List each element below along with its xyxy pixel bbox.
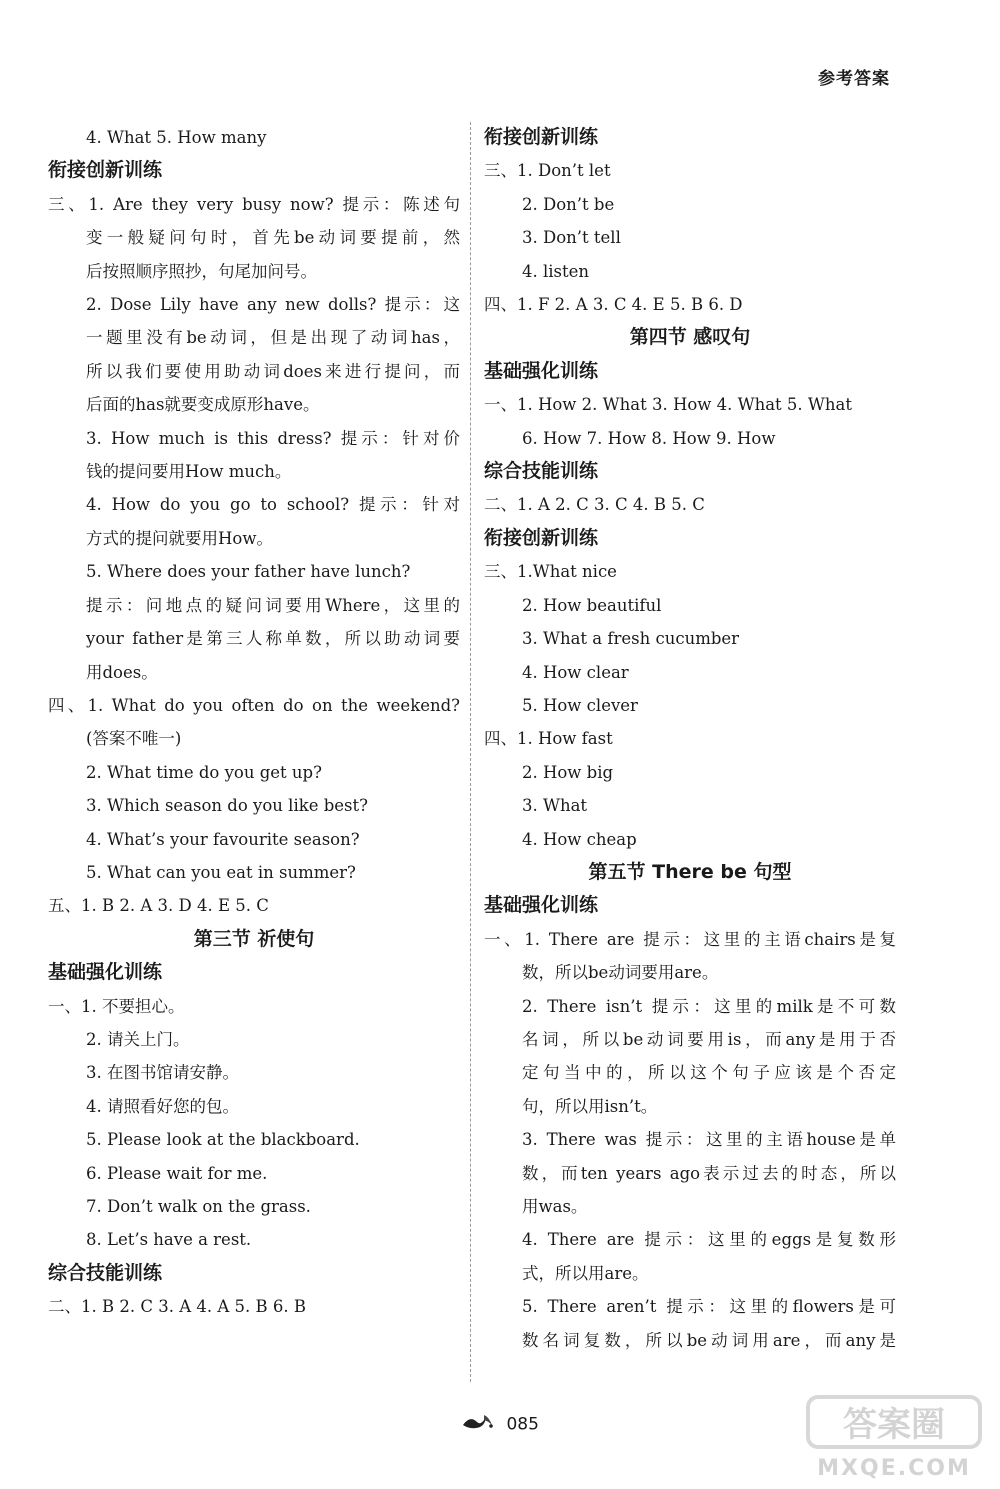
- answer-line: 数，所以be动词要用are。: [522, 963, 719, 983]
- answer-line: 四、1. What do you often do on the weekend?: [48, 695, 460, 715]
- answer-line: 一、1. How 2. What 3. How 4. What 5. What: [484, 395, 852, 415]
- section-title: 第三节 祈使句: [193, 927, 315, 950]
- answer-line: 3. What a fresh cucumber: [522, 629, 740, 649]
- answer-line: 三、1. Are they very busy now? 提示：陈述句: [48, 194, 460, 214]
- answer-line: 5. Where does your father have lunch?: [86, 562, 411, 582]
- answer-line: 五、1. B 2. A 3. D 4. E 5. C: [48, 896, 269, 916]
- answer-line: 三、1.What nice: [484, 562, 617, 582]
- answer-line: 后面的has就要变成原形have。: [86, 395, 320, 415]
- answer-line: 2. How beautiful: [522, 595, 662, 615]
- page-number: 085: [506, 1414, 539, 1435]
- answer-line: 一题里没有be动词，但是出现了动词has，: [86, 328, 460, 348]
- answer-line: 用does。: [86, 662, 158, 682]
- subsection-heading: 基础强化训练: [48, 961, 163, 984]
- answer-line: 4. How clear: [522, 662, 629, 682]
- answer-line: 三、1. Don’t let: [484, 161, 611, 181]
- answer-line: 数，而ten years ago表示过去的时态，所以: [522, 1163, 896, 1183]
- subsection-heading: 基础强化训练: [484, 894, 599, 917]
- answer-line: 2. How big: [522, 762, 614, 782]
- answer-line: 3. There was 提示：这里的主语house是单: [522, 1130, 896, 1150]
- answer-line: 4. How cheap: [522, 829, 637, 849]
- answer-line: 数名词复数，所以be动词用are，而any是: [522, 1330, 896, 1350]
- answer-line: 2. What time do you get up?: [86, 762, 322, 782]
- bird-logo-icon: [461, 1411, 495, 1438]
- watermark-logo: [804, 1391, 984, 1487]
- answer-line: 2. 请关上门。: [86, 1029, 190, 1049]
- answer-line: 3. What: [522, 796, 588, 816]
- answer-line: 式，所以用are。: [522, 1263, 649, 1283]
- answer-line: 3. How much is this dress? 提示：针对价: [86, 428, 460, 448]
- answer-line: 4. What 5. How many: [86, 128, 267, 147]
- answer-line: your father是第三人称单数，所以助动词要: [86, 629, 460, 649]
- answer-line: 二、1. A 2. C 3. C 4. B 5. C: [484, 495, 705, 515]
- answer-line: 后按照顺序照抄，句尾加问号。: [86, 261, 317, 281]
- answer-line: 名词，所以be动词要用is，而any是用于否: [522, 1029, 896, 1049]
- section-title: 第五节 There be 句型: [588, 860, 792, 883]
- answer-line: 二、1. B 2. C 3. A 4. A 5. B 6. B: [48, 1297, 306, 1317]
- answer-line: 3. Don’t tell: [522, 228, 621, 248]
- answer-line: 5. There aren’t 提示：这里的flowers是可: [522, 1297, 896, 1317]
- svg-text:答案圈: 答案圈: [843, 1405, 945, 1445]
- answer-line: 提示：问地点的疑问词要用Where，这里的: [86, 595, 460, 615]
- subsection-heading: 综合技能训练: [48, 1261, 163, 1284]
- svg-text:MXQE.COM: MXQE.COM: [817, 1456, 971, 1481]
- answer-line: 5. What can you eat in summer?: [86, 862, 356, 882]
- answer-line: 4. How do you go to school? 提示：针对: [86, 495, 460, 515]
- subsection-heading: 综合技能训练: [484, 460, 599, 483]
- answer-line: 8. Let’s have a rest.: [86, 1230, 252, 1250]
- answer-line: 4. What’s your favourite season?: [86, 829, 360, 849]
- answer-line: (答案不唯一): [86, 729, 182, 749]
- answer-line: 定句当中的，所以这个句子应该是个否定: [522, 1063, 896, 1083]
- answer-line: 四、1. How fast: [484, 729, 613, 749]
- answer-line: 5. How clever: [522, 695, 638, 715]
- answer-line: 4. listen: [522, 261, 590, 281]
- answer-line: 4. There are 提示：这里的eggs是复数形: [522, 1230, 896, 1250]
- answer-line: 一、1. There are 提示：这里的主语chairs是复: [484, 929, 896, 949]
- section-title: 第四节 感叹句: [629, 326, 751, 349]
- answer-line: 2. There isn’t 提示：这里的milk是不可数: [522, 996, 896, 1016]
- answer-line: 2. Don’t be: [522, 194, 615, 214]
- answer-line: 所以我们要使用助动词does来进行提问，而: [86, 361, 460, 381]
- column-divider: [470, 122, 471, 1382]
- answer-line: 3. 在图书馆请安静。: [86, 1063, 239, 1083]
- subsection-heading: 衔接创新训练: [484, 126, 599, 148]
- answer-line: 4. 请照看好您的包。: [86, 1096, 239, 1116]
- left-column: [48, 121, 460, 1324]
- answer-line: 钱的提问要用How much。: [86, 462, 292, 482]
- answer-line: 四、1. F 2. A 3. C 4. E 5. B 6. D: [484, 295, 743, 315]
- answer-line: 一、1. 不要担心。: [48, 996, 185, 1016]
- answer-line: 2. Dose Lily have any new dolls? 提示：这: [86, 295, 460, 315]
- answer-line: 3. Which season do you like best?: [86, 796, 369, 816]
- subsection-heading: 衔接创新训练: [484, 526, 599, 549]
- answer-line: 6. How 7. How 8. How 9. How: [522, 428, 776, 448]
- answer-line: 7. Don’t walk on the grass.: [86, 1197, 311, 1216]
- answer-line: 方式的提问就要用How。: [86, 528, 273, 548]
- right-column: [484, 121, 896, 1357]
- answer-line: 句，所以用isn’t。: [522, 1096, 658, 1116]
- answer-line: 用was。: [522, 1197, 588, 1216]
- answer-line: 5. Please look at the blackboard.: [86, 1130, 360, 1150]
- subsection-heading: 基础强化训练: [484, 359, 599, 382]
- answer-line: 变一般疑问句时，首先be动词要提前，然: [86, 228, 460, 248]
- answer-line: 6. Please wait for me.: [86, 1163, 268, 1183]
- subsection-heading: 衔接创新训练: [48, 159, 163, 182]
- page-header-title: 参考答案: [818, 69, 890, 89]
